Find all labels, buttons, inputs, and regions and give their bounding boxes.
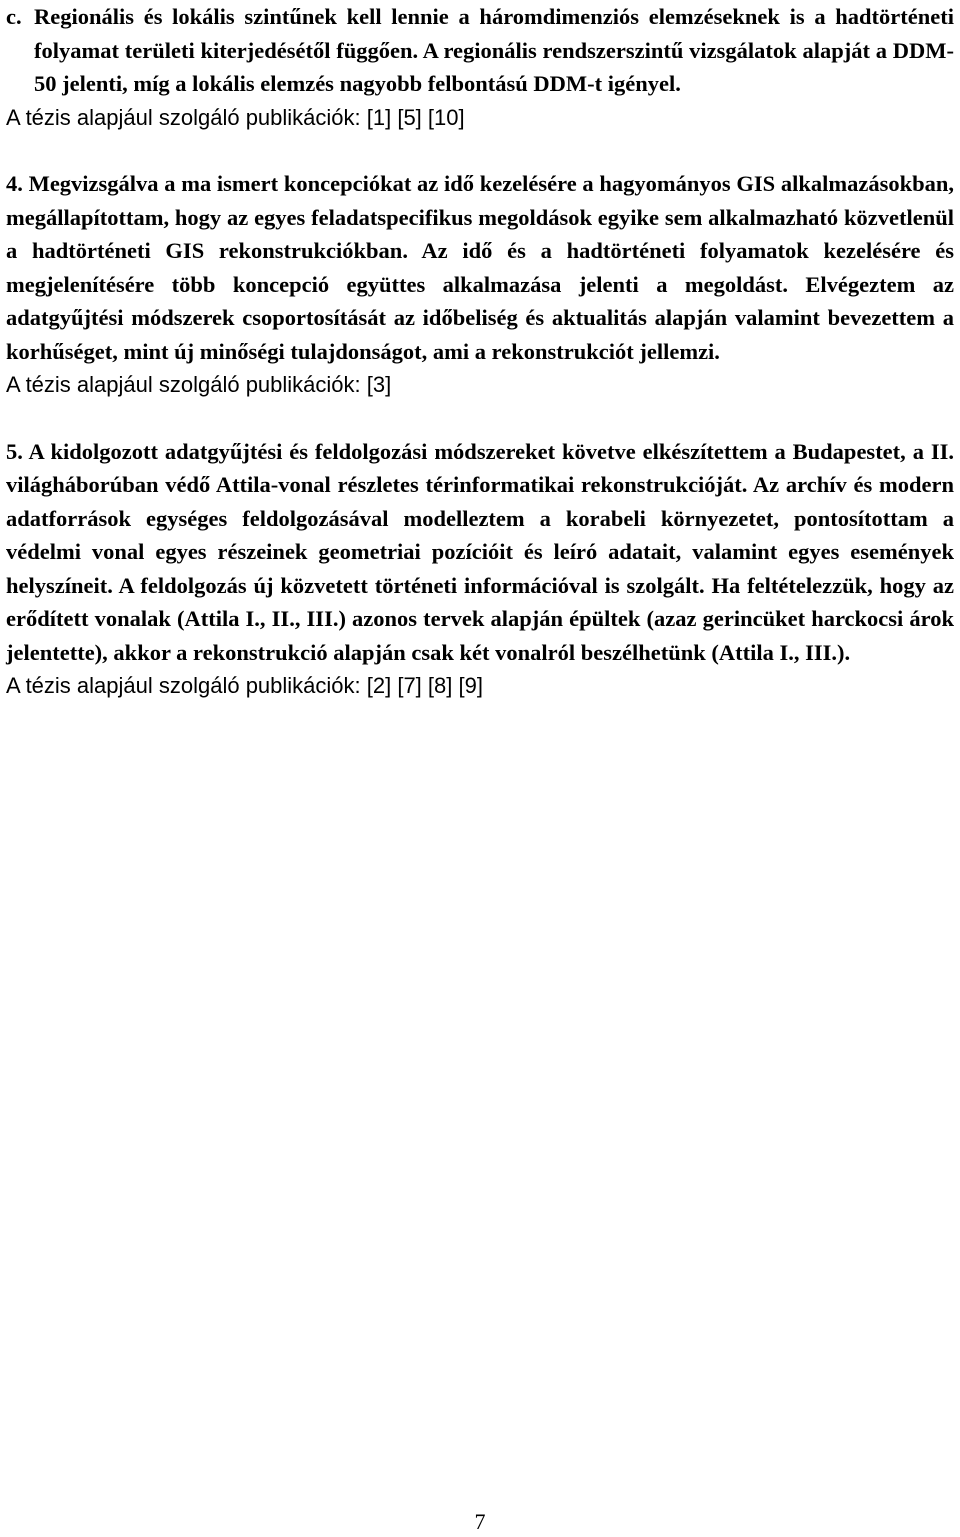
- page-number: 7: [474, 1509, 486, 1534]
- thesis-item-c: c. Regionális és lokális szintűnek kell lennie a háromdimenziós elemzéseknek is a hadtörténeti folyamat területi kiterjedésétől függően. A regionális rendszerszintű vizsgálatok alapját a DDM-50 jelenti, míg a lokális elemzés nagyobb felbontású DDM-t igényel.: [6, 4, 954, 96]
- publications-line-5: A tézis alapjául szolgáló publikációk: [2] [7] [8] [9]: [6, 673, 483, 698]
- spacer: [6, 134, 954, 167]
- publications-line-4: A tézis alapjául szolgáló publikációk: [3]: [6, 372, 392, 397]
- document-page: [6, 0, 954, 703]
- spacer: [6, 402, 954, 435]
- thesis-5-paragraph: 5. A kidolgozott adatgyűjtési és feldolgozási módszereket követve elkészítettem a Budapestet, a II. világháborúban védő Attila-vonal részletes térinformatikai rekonstrukcióját. Az archív és modern adatforrások egységes feldolgozásával modelleztem a korabeli környezetet, pontosítottam a védelmi vonal egyes részeinek geometriai pozícióit és leíró adatait, valamint egyes események helyszíneit. A feldolgozás új közvetett történeti információval is szolgált. Ha feltételezzük, hogy az erődített vonalak (Attila I., II., III.) azonos tervek alapján épültek (azaz gerincüket harckocsi árok jelentette), akkor a rekonstrukció alapján csak két vonalról beszélhetünk (Attila I., III.).: [6, 438, 954, 665]
- item-c-text: Regionális és lokális szintűnek kell lennie a háromdimenziós elemzéseknek is a hadtörténeti folyamat területi kiterjedésétől függően. A regionális rendszerszintű vizsgálatok alapját a DDM-50 jelenti, míg a lokális elemzés nagyobb felbontású DDM-t igényel.: [34, 4, 954, 96]
- thesis-4-paragraph: 4. Megvizsgálva a ma ismert koncepciókat az idő kezelésére a hagyományos GIS alkalmazásokban, megállapítottam, hogy az egyes feladatspecifikus megoldások egyike sem alkalmazható közvetlenül a hadtörténeti GIS rekonstrukciókban. Az idő és a hadtörténeti folyamatok kezelésére és megjelenítésére több koncepció együttes alkalmazása jelenti a megoldást. Elvégeztem az adatgyűjtési módszerek csoportosítását az időbeliség és aktualitás alapján valamint bevezettem a korhűséget, mint új minőségi tulajdonságot, ami a rekonstrukciót jellemzi.: [6, 171, 954, 364]
- publications-line-c: A tézis alapjául szolgáló publikációk: [1] [5] [10]: [6, 104, 465, 130]
